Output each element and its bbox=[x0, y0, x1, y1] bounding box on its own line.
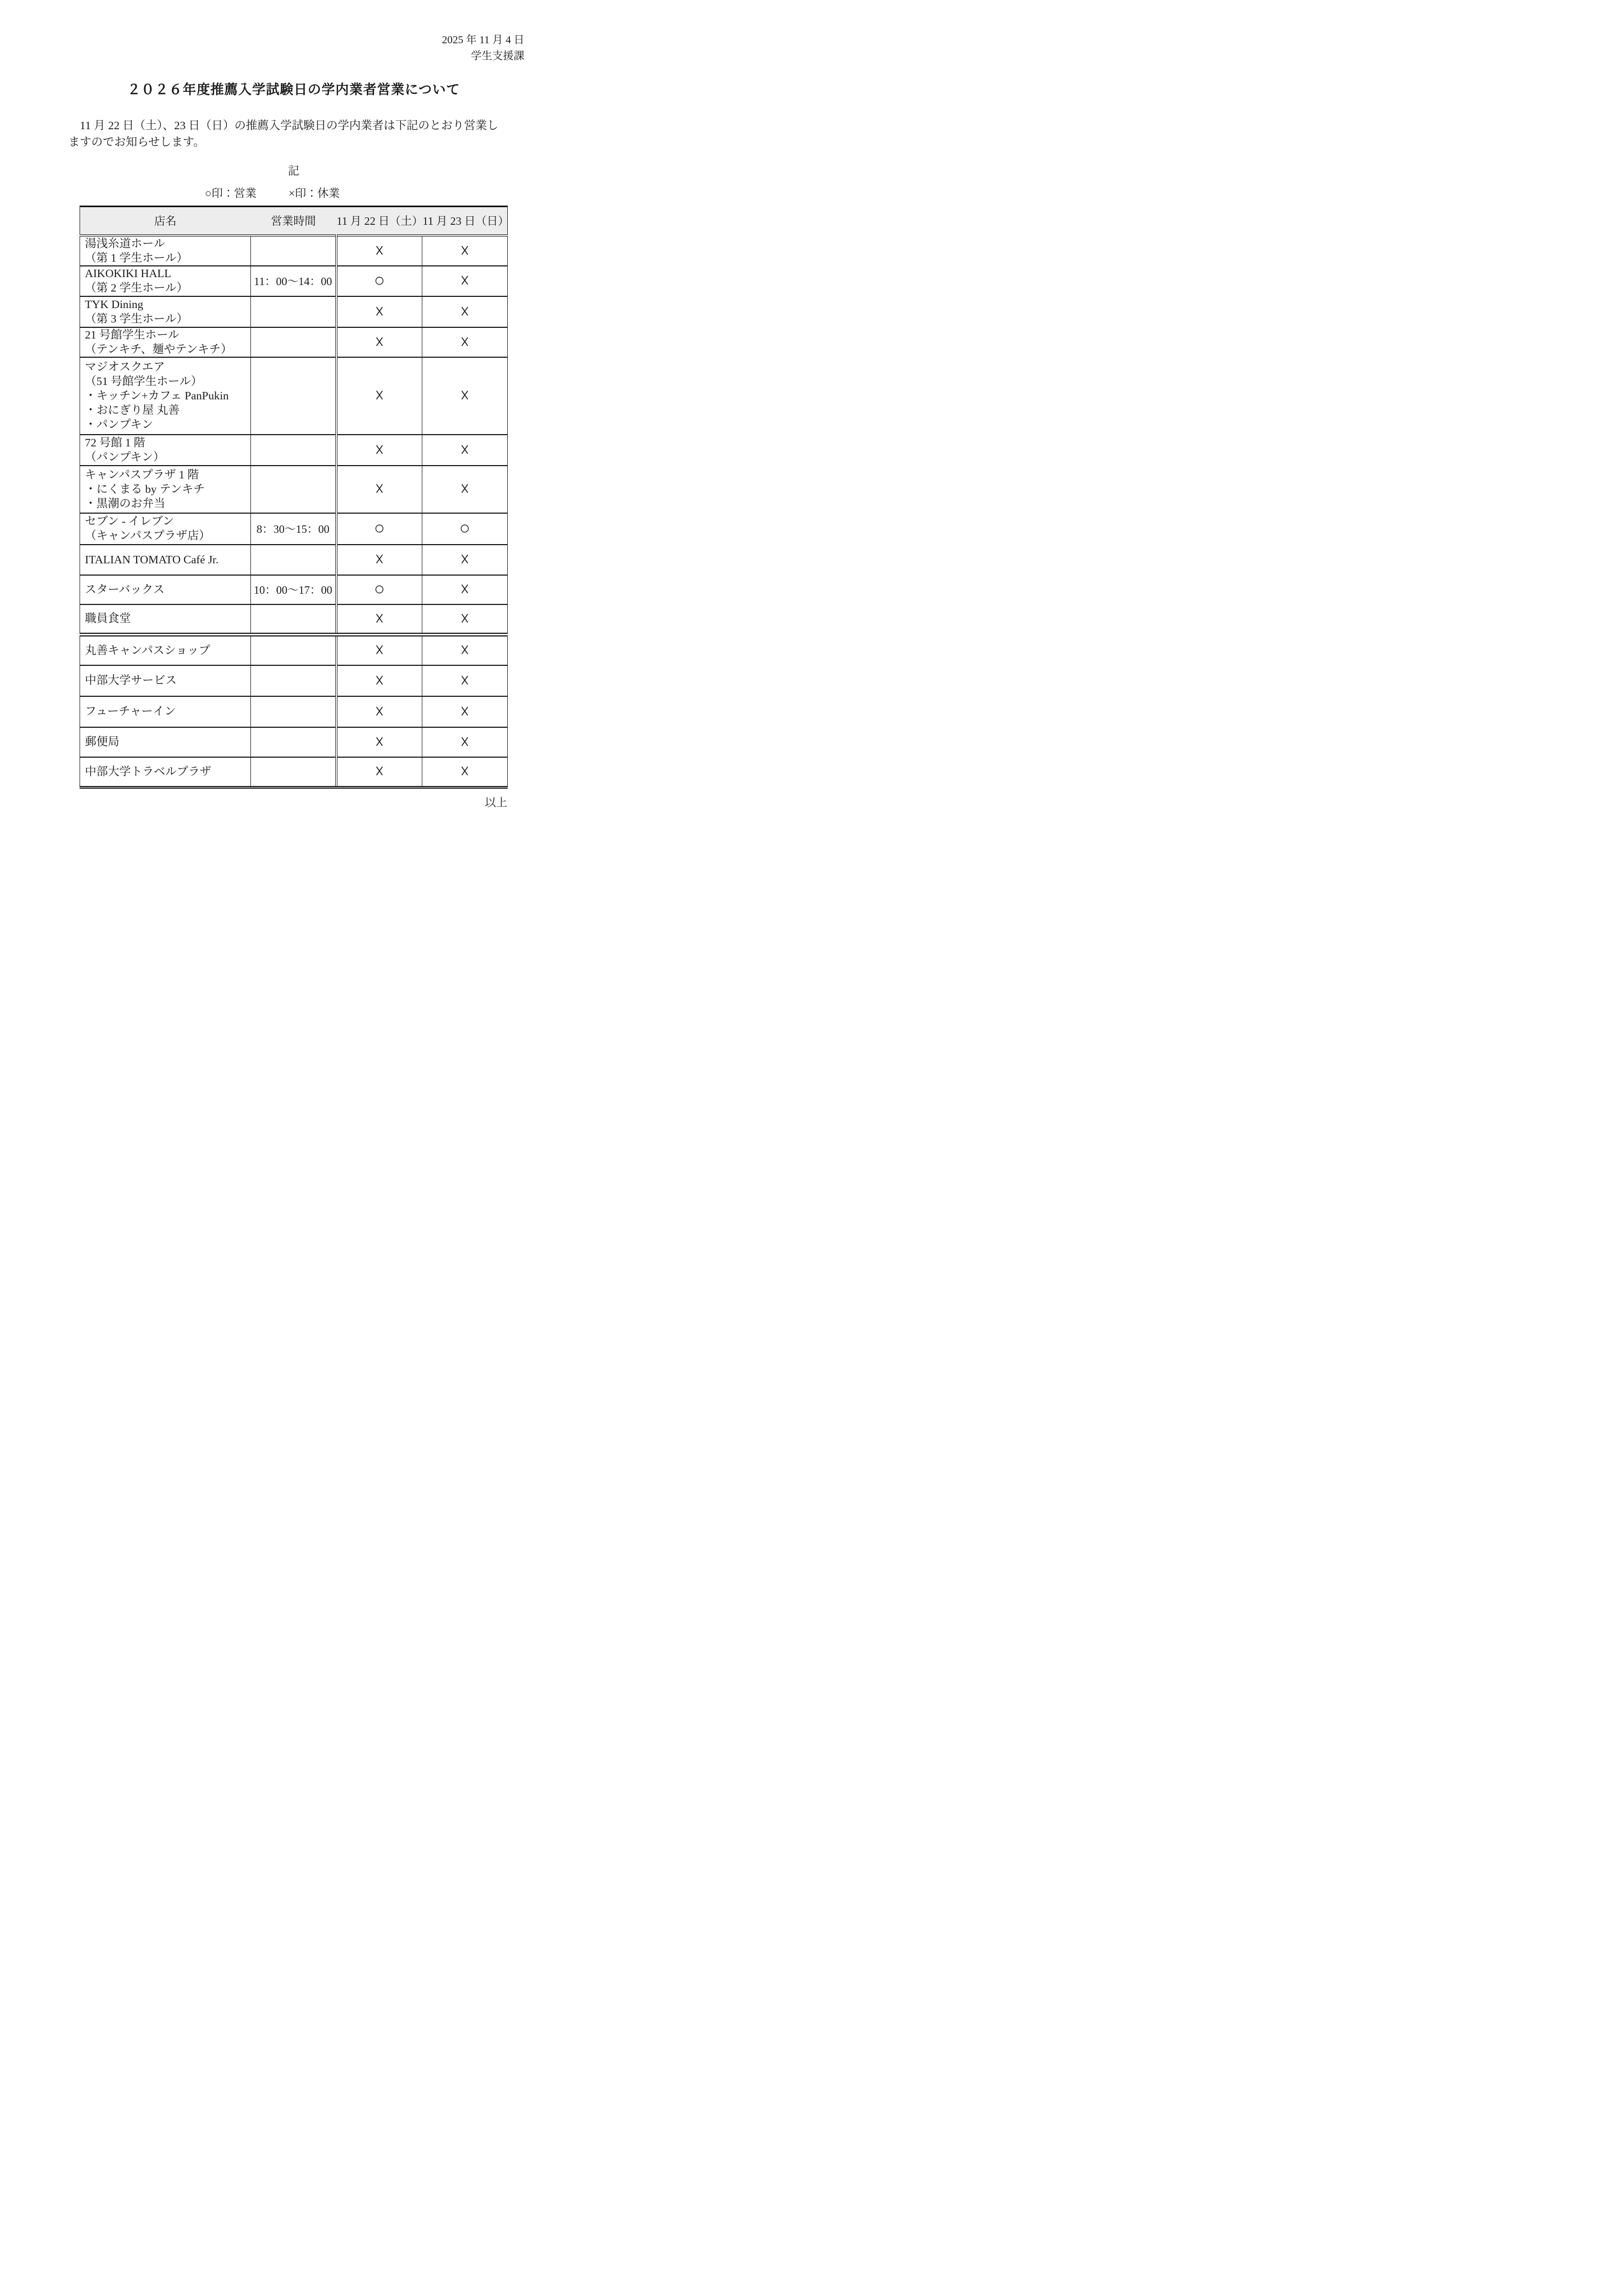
closed-mark: × bbox=[375, 382, 384, 408]
hours-cell bbox=[251, 466, 336, 513]
hours-cell bbox=[251, 727, 336, 757]
issuing-department: 学生支援課 bbox=[471, 50, 524, 62]
closed-mark: × bbox=[460, 667, 469, 693]
shop-name-line: スターバックス bbox=[85, 583, 165, 596]
shop-name-line: （キャンパスプラザ店） bbox=[85, 529, 210, 542]
status-cell-sat bbox=[336, 266, 422, 296]
table-row bbox=[80, 545, 508, 575]
shop-name-line: 郵便局 bbox=[85, 735, 120, 748]
status-cell-sun bbox=[422, 757, 508, 788]
status-cell-sat bbox=[336, 727, 422, 757]
status-cell-sun bbox=[422, 727, 508, 757]
table-row bbox=[80, 665, 508, 696]
shop-name-line: キャンパスプラザ 1 階 bbox=[85, 468, 199, 481]
closed-mark: × bbox=[460, 382, 469, 408]
shop-name-line: マジオスクエア bbox=[85, 360, 165, 373]
hours-cell bbox=[251, 435, 336, 466]
shop-name-cell bbox=[80, 327, 251, 357]
shop-name-cell bbox=[80, 757, 251, 788]
table-row bbox=[80, 727, 508, 757]
shop-name-line: 72 号館 1 階 bbox=[85, 436, 145, 449]
page-title: ２０２６年度推薦入学試験日の学内業者営業について bbox=[127, 82, 460, 97]
status-cell-sat bbox=[336, 466, 422, 513]
shop-name-line: ・おにぎり屋 丸善 bbox=[85, 403, 180, 416]
closed-mark: × bbox=[375, 606, 384, 631]
shop-name-cell bbox=[80, 466, 251, 513]
status-cell-sun bbox=[422, 466, 508, 513]
status-cell-sat bbox=[336, 635, 422, 665]
closed-mark: × bbox=[460, 638, 469, 663]
shop-name-cell bbox=[80, 266, 251, 296]
status-cell-sat bbox=[336, 235, 422, 266]
closed-mark: × bbox=[460, 268, 469, 293]
closed-mark: × bbox=[460, 606, 469, 631]
table-row bbox=[80, 696, 508, 727]
hours-cell: 8：30～15：00 bbox=[251, 513, 336, 545]
status-cell-sun bbox=[422, 696, 508, 727]
hours-cell bbox=[251, 357, 336, 435]
header-date-sat: 11 月 22 日（土） bbox=[336, 215, 423, 228]
shop-name-line: （パンプキン） bbox=[85, 450, 165, 463]
shop-name-line: セブン - イレブン bbox=[85, 515, 174, 528]
closed-mark: × bbox=[375, 437, 384, 462]
shop-name-cell bbox=[80, 357, 251, 435]
shop-name-line: AIKOKIKI HALL bbox=[85, 267, 171, 280]
status-cell-sun bbox=[422, 357, 508, 435]
shop-name-cell bbox=[80, 435, 251, 466]
hours-cell bbox=[251, 665, 336, 696]
status-cell-sun bbox=[422, 513, 508, 545]
shop-name-cell bbox=[80, 696, 251, 727]
closed-mark: × bbox=[460, 698, 469, 724]
table-row bbox=[80, 235, 508, 266]
shop-name-line: フューチャーイン bbox=[85, 705, 176, 718]
status-cell-sun bbox=[422, 235, 508, 266]
hours-cell: 10：00～17：00 bbox=[251, 575, 336, 604]
status-cell-sun bbox=[422, 604, 508, 635]
shop-name-cell bbox=[80, 575, 251, 604]
hours-cell bbox=[251, 545, 336, 575]
closed-mark: × bbox=[460, 546, 469, 572]
shop-name-line: （第 2 学生ホール） bbox=[85, 281, 188, 294]
shop-name-line: （第 3 学生ホール） bbox=[85, 312, 188, 325]
status-cell-sun bbox=[422, 545, 508, 575]
status-cell-sat bbox=[336, 604, 422, 635]
shop-name-cell bbox=[80, 513, 251, 545]
header-shop-name: 店名 bbox=[154, 215, 177, 228]
shop-name-cell bbox=[80, 727, 251, 757]
status-cell-sat bbox=[336, 696, 422, 727]
status-cell-sat bbox=[336, 327, 422, 357]
shop-name-line: 中部大学サービス bbox=[85, 674, 177, 687]
shop-name-line: ・にくまる by テンキチ bbox=[85, 482, 205, 496]
status-cell-sat bbox=[336, 513, 422, 545]
issue-date: 2025 年 11 月 4 日 bbox=[442, 34, 524, 46]
closed-mark: × bbox=[375, 759, 384, 784]
shop-name-line: （テンキチ、麺やテンキチ） bbox=[85, 342, 232, 356]
closed-mark: × bbox=[375, 667, 384, 693]
table-header-row bbox=[80, 207, 508, 235]
closed-mark: × bbox=[375, 298, 384, 324]
table-row bbox=[80, 266, 508, 296]
closed-mark: × bbox=[460, 329, 469, 355]
closed-mark: × bbox=[375, 238, 384, 263]
shop-name-line: ・パンプキン bbox=[85, 418, 153, 431]
hours-cell: 11：00～14：00 bbox=[251, 266, 336, 296]
table-row bbox=[80, 327, 508, 357]
table-row bbox=[80, 513, 508, 545]
status-cell-sat bbox=[336, 575, 422, 604]
open-mark: ○ bbox=[374, 271, 385, 290]
closed-mark: × bbox=[460, 238, 469, 263]
shop-name-cell bbox=[80, 296, 251, 327]
closing-mark: 以上 bbox=[485, 796, 507, 809]
status-cell-sat bbox=[336, 357, 422, 435]
open-mark: ○ bbox=[374, 518, 385, 538]
status-cell-sun bbox=[422, 665, 508, 696]
body-paragraph bbox=[68, 117, 587, 151]
status-cell-sat bbox=[336, 665, 422, 696]
open-mark: ○ bbox=[459, 518, 470, 538]
shop-name-line: ITALIAN TOMATO Café Jr. bbox=[85, 553, 219, 566]
body-line-2: ますのでお知らせします。 bbox=[68, 136, 205, 148]
business-status-table bbox=[80, 206, 508, 789]
header-hours: 営業時間 bbox=[271, 215, 316, 228]
record-mark: 記 bbox=[288, 164, 300, 177]
document-header bbox=[0, 0, 587, 64]
table-row bbox=[80, 435, 508, 466]
shop-name-line: TYK Dining bbox=[85, 297, 144, 311]
closed-mark: × bbox=[375, 638, 384, 663]
closed-mark: × bbox=[460, 476, 469, 501]
document-page bbox=[0, 0, 587, 832]
hours-cell bbox=[251, 296, 336, 327]
closed-mark: × bbox=[375, 546, 384, 572]
shop-name-line: 21 号館学生ホール bbox=[85, 328, 179, 341]
shop-name-line: 中部大学トラベルプラザ bbox=[85, 765, 211, 778]
hours-cell bbox=[251, 635, 336, 665]
legend-open: ○印：営業 bbox=[204, 187, 257, 200]
shop-name-cell bbox=[80, 635, 251, 665]
body-line-1: 11 月 22 日（土）、23 日（日）の推薦入学試験日の学内業者は下記のとおり営業し bbox=[68, 119, 499, 132]
legend-closed: ×印：休業 bbox=[288, 187, 340, 200]
closed-mark: × bbox=[460, 729, 469, 754]
hours-cell bbox=[251, 604, 336, 635]
status-cell-sat bbox=[336, 757, 422, 788]
status-cell-sun bbox=[422, 575, 508, 604]
closed-mark: × bbox=[460, 759, 469, 784]
table-row bbox=[80, 296, 508, 327]
status-cell-sun bbox=[422, 635, 508, 665]
table-row bbox=[80, 604, 508, 635]
shop-name-line: （第 1 学生ホール） bbox=[85, 251, 188, 264]
shop-name-line: 丸善キャンパスショップ bbox=[85, 643, 210, 657]
shop-name-line: （51 号館学生ホール） bbox=[85, 374, 202, 388]
hours-cell bbox=[251, 696, 336, 727]
shop-name-line: 湯浅糸道ホール bbox=[85, 237, 166, 250]
table-row bbox=[80, 635, 508, 665]
hours-cell bbox=[251, 235, 336, 266]
shop-name-cell bbox=[80, 545, 251, 575]
closed-mark: × bbox=[460, 298, 469, 324]
closed-mark: × bbox=[375, 729, 384, 754]
header-date-sun: 11 月 23 日（日） bbox=[422, 215, 509, 228]
shop-name-line: ・黒潮のお弁当 bbox=[85, 497, 166, 510]
status-cell-sat bbox=[336, 545, 422, 575]
hours-cell bbox=[251, 757, 336, 788]
status-cell-sun bbox=[422, 296, 508, 327]
status-cell-sun bbox=[422, 327, 508, 357]
open-mark: ○ bbox=[374, 579, 385, 599]
closed-mark: × bbox=[375, 476, 384, 501]
legend bbox=[0, 185, 587, 201]
table-row bbox=[80, 575, 508, 604]
table-row bbox=[80, 466, 508, 513]
closed-mark: × bbox=[375, 329, 384, 355]
status-cell-sat bbox=[336, 435, 422, 466]
shop-name-cell bbox=[80, 235, 251, 266]
closed-mark: × bbox=[460, 576, 469, 602]
hours-cell bbox=[251, 327, 336, 357]
shop-name-cell bbox=[80, 665, 251, 696]
table-row bbox=[80, 757, 508, 788]
status-cell-sun bbox=[422, 266, 508, 296]
closed-mark: × bbox=[375, 698, 384, 724]
status-cell-sat bbox=[336, 296, 422, 327]
table-row bbox=[80, 357, 508, 435]
shop-name-cell bbox=[80, 604, 251, 635]
shop-name-line: ・キッチン+カフェ PanPukin bbox=[85, 389, 229, 402]
closed-mark: × bbox=[460, 437, 469, 462]
shop-name-line: 職員食堂 bbox=[85, 612, 131, 625]
status-cell-sun bbox=[422, 435, 508, 466]
